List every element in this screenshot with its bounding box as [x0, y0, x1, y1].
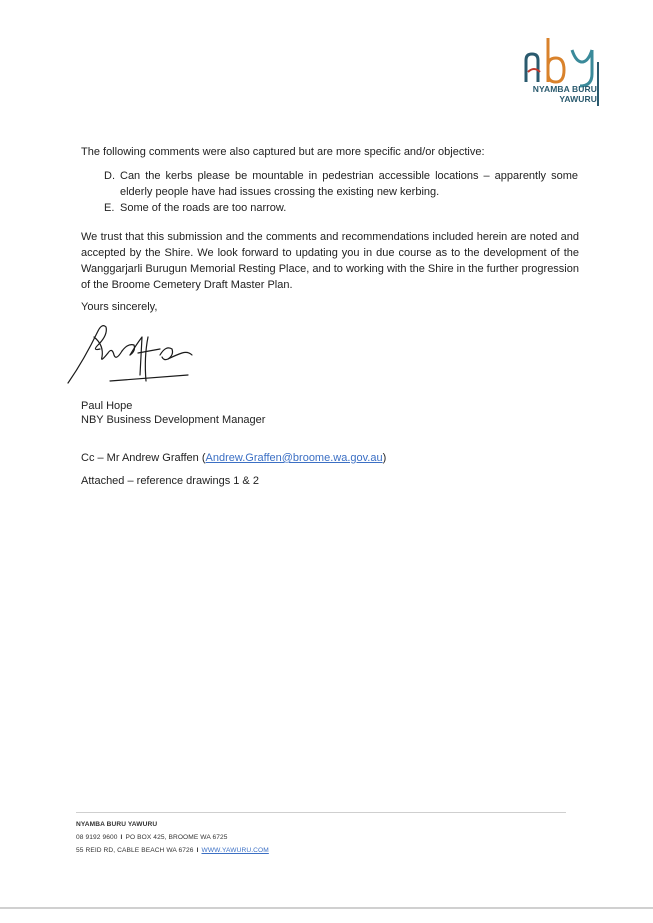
footer-address-line	[76, 844, 269, 857]
cc-email-link[interactable]: Andrew.Graffen@broome.wa.gov.au	[205, 452, 383, 464]
list-item-text: Can the kerbs please be mountable in pedestrian accessible locations – apparently some elderly people have had issues crossing the existing new kerbing.	[120, 170, 578, 198]
footer-contact-line	[76, 831, 269, 844]
list-item	[104, 200, 578, 216]
footer-street: 55 REID RD, CABLE BEACH WA 6726	[76, 847, 194, 854]
page-bottom-edge	[0, 907, 653, 909]
footer-org: NYAMBA BURU YAWURU	[76, 821, 158, 828]
list-item-label: D.	[104, 170, 115, 182]
footer-separator: I	[196, 847, 199, 854]
comments-list	[104, 168, 578, 216]
signature	[64, 315, 204, 395]
logo-text-line2: YAWURU	[559, 94, 597, 104]
list-item	[104, 168, 578, 200]
footer-divider	[76, 812, 566, 813]
logo-wordmark	[514, 84, 597, 104]
cc-line	[81, 450, 386, 466]
cc-suffix: )	[382, 452, 387, 464]
main-paragraph: We trust that this submission and the comments and recommendations included herein are noted and accepted by the Shire. We look forward to updating you in due course as to the development of the Wanggarjarli Burugun Memorial Resting Place, and to working with the Shire in the further progression of the Broome Cemetery Draft Master Plan.	[81, 231, 579, 291]
closing-salutation: Yours sincerely,	[81, 301, 158, 313]
footer-separator: I	[120, 834, 123, 841]
footer-phone: 08 9192 9600	[76, 834, 118, 841]
signatory-title: NBY Business Development Manager	[81, 414, 266, 426]
handwritten-signature-icon	[64, 315, 204, 390]
logo-divider	[597, 62, 599, 106]
nby-logo	[520, 30, 600, 90]
attachments-note: Attached – reference drawings 1 & 2	[81, 475, 259, 487]
list-item-text: Some of the roads are too narrow.	[120, 202, 287, 214]
footer-po-box: PO BOX 425, BROOME WA 6725	[125, 834, 228, 841]
footer	[76, 818, 269, 857]
footer-website-link[interactable]: WWW.YAWURU.COM	[201, 847, 269, 854]
nby-logo-mark-icon	[520, 30, 600, 90]
logo-text-line1: NYAMBA BURU	[532, 84, 597, 94]
cc-prefix: Cc – Mr Andrew Graffen (	[81, 452, 206, 464]
intro-text: The following comments were also captured but are more specific and/or objective:	[81, 146, 485, 158]
signatory-name: Paul Hope	[81, 400, 133, 412]
list-item-label: E.	[104, 202, 115, 214]
